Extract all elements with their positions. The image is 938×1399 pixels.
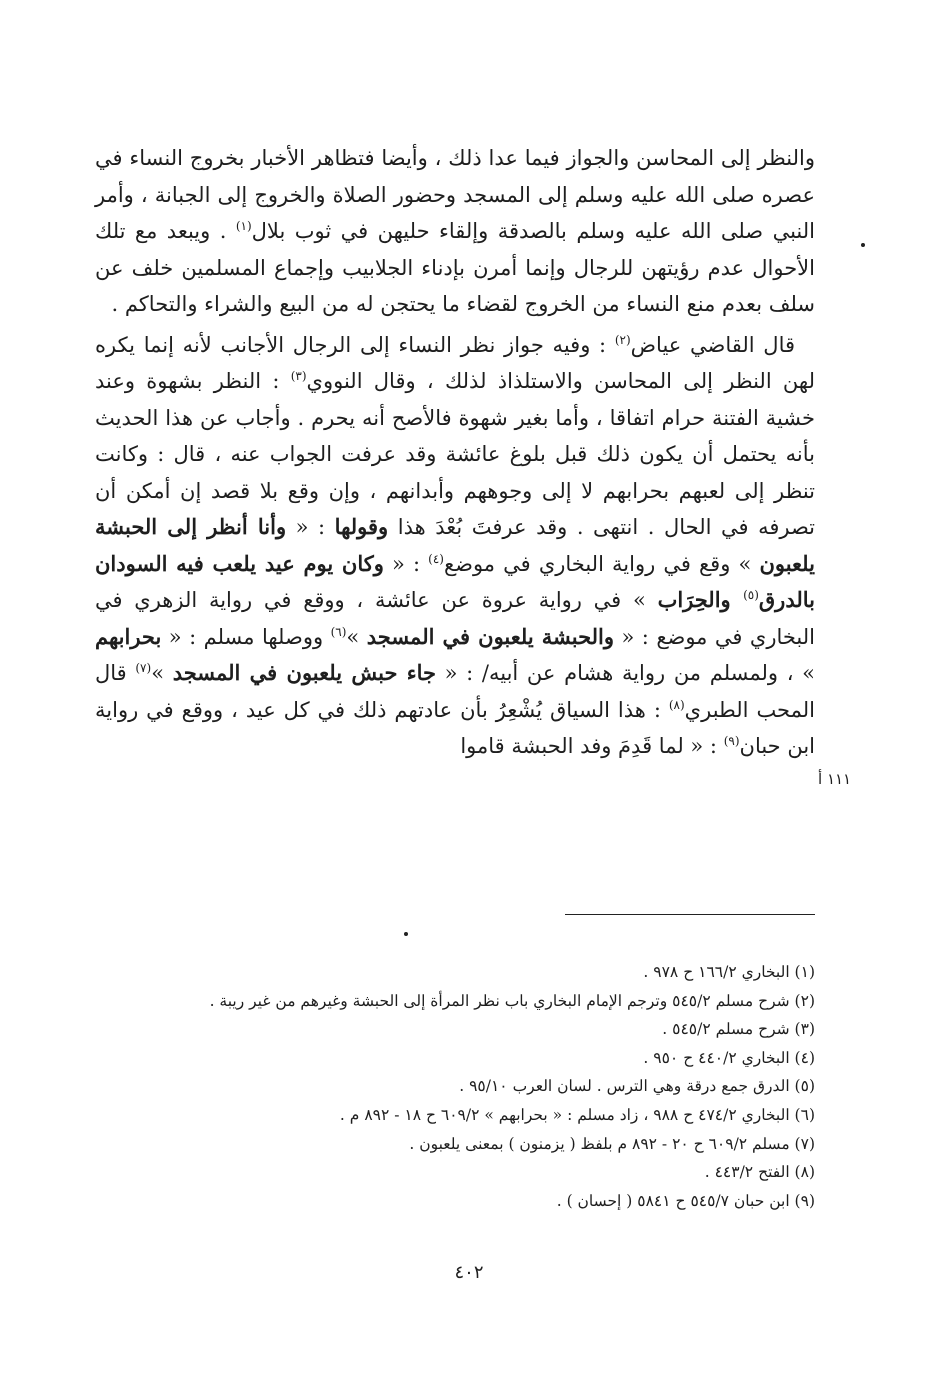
- footnote-ref-6[interactable]: (٦): [330, 624, 347, 639]
- text-run: » في رواية عروة عن عائشة ، ووقع في رواية الزهري في البخاري في موضع : «: [95, 588, 815, 649]
- text-run: »: [346, 624, 367, 649]
- paragraph-2: [95, 327, 815, 765]
- paragraph-1: [95, 140, 815, 323]
- footnote-6: (٦) البخاري ٤٧٤/٢ ح ٩٨٨ ، زاد مسلم : « بحرابهم » ٦٠٩/٢ ح ١٨ - ٨٩٢ م .: [339, 1105, 815, 1124]
- ink-speck: [861, 243, 865, 247]
- text-run: ووصلها مسلم : «: [161, 624, 331, 649]
- text-run: : «: [383, 551, 429, 576]
- main-text: [95, 140, 815, 765]
- bold-quote: والحِرَاب: [657, 587, 744, 612]
- footnote-separator: [565, 914, 815, 915]
- text-run: قال القاضي عياض: [630, 332, 796, 357]
- footnotes-list: [150, 958, 815, 1215]
- bold-quote: وكان يوم عيد يلعب فيه السودان بالدرق: [95, 550, 815, 612]
- footnote-ref-4[interactable]: (٤): [428, 551, 444, 566]
- footnote-ref-8[interactable]: (٨): [668, 697, 685, 712]
- text-run: »: [151, 661, 173, 685]
- footnote-8: (٨) الفتح ٤٤٣/٢ .: [704, 1163, 815, 1182]
- bold-quote: جاء حبش يلعبون في المسجد: [172, 660, 436, 685]
- footnote-ref-5[interactable]: (٥): [743, 588, 759, 602]
- text-run: » ، ولمسلم من رواية هشام عن أبيه/ : «: [436, 661, 815, 685]
- bold-quote: بحرابهم: [95, 623, 162, 649]
- bold-quote: وقولها: [334, 514, 389, 539]
- text-run: : هذا السياق يُشْعِرُ بأن عادتهم ذلك في كل عيد ، ووقع في رواية ابن حبان: [95, 697, 815, 758]
- ink-speck: [404, 932, 408, 936]
- text-run: : وفيه جواز نظر النساء إلى الرجال الأجانب لأنه إنما يكره لهن النظر إلى المحاسن والاستلذاذ لذلك ، وقال النووي: [95, 332, 815, 393]
- footnote-1: (١) البخاري ١٦٦/٢ ح ٩٧٨ .: [643, 963, 815, 981]
- text-run: والنظر إلى المحاسن والجواز فيما عدا ذلك ، وأيضا فتظاهر الأخبار بخروج النساء في عصره صلى الله عليه وسلم إلى المسجد وحضور الصلاة والخروج إلى الجبانة ، وأمر النبي صلى الله عليه وسلم بالصدقة وإلقاء حليهن في ثوب بلال: [95, 146, 815, 243]
- page-number: ٤٠٢: [454, 1262, 484, 1283]
- footnote-2: (٢) شرح مسلم ٥٤٥/٢ وترجم الإمام البخاري باب نظر المرأة إلى الحبشة وغيرهم من غير ريبة .: [209, 991, 815, 1010]
- text-run: : « لما قَدِمَ وفد الحبشة قاموا: [460, 734, 724, 758]
- footnote-7: (٧) مسلم ٦٠٩/٢ ح ٢٠ - ٨٩٢ م بلفظ ( يزمنون ) بمعنى يلعبون .: [409, 1134, 815, 1153]
- footnote-ref-7[interactable]: (٧): [135, 661, 152, 675]
- footnote-9: (٩) ابن حبان ٥٤٥/٧ ح ٥٨٤١ ( إحسان ) .: [556, 1191, 815, 1210]
- text-run: : النظر بشهوة وعند خشية الفتنة حرام اتفاقا ، وأما بغير شهوة فالأصح أنه يحرم . وأجاب عن هذا الحديث بأنه يحتمل أن يكون ذلك قبل بلوغ عائشة وقد عرفت الجواب عنه ، قال : وكانت تنظر إلى لعبهم بحرابهم لا إلى وجوههم وأبدانهم ، وإن وقع بلا قصد إن أمكن أن تصرفه في الحال . انتهى . وقد عرفتَ بُعْدَ هذا: [95, 369, 816, 539]
- text-run: . ويبعد مع تلك الأحوال عدم رؤيتهن للرجال وإنما أمرن بإدناء الجلابيب وإجماع المسلمين خلف عن سلف بعدم منع النساء من الخروج لقضاء ما يحتجن له من البيع والشراء والتحاكم .: [95, 219, 815, 316]
- footnote-ref-3[interactable]: (٣): [290, 369, 307, 383]
- footnote-ref-1[interactable]: (١): [235, 219, 252, 233]
- footnote-ref-2[interactable]: (٢): [614, 332, 631, 347]
- footnote-3: (٣) شرح مسلم ٥٤٥/٢ .: [662, 1020, 815, 1039]
- text-run: : «: [286, 515, 335, 539]
- bold-quote: والحبشة يلعبون في المسجد: [366, 623, 615, 649]
- footnote-ref-9[interactable]: (٩): [723, 734, 740, 748]
- manuscript-folio-marker: ١١١ أ: [818, 770, 852, 788]
- text-run: قال المحب الطبري: [95, 661, 815, 722]
- text-run: » وقع في رواية البخاري في موضع: [443, 551, 760, 576]
- bold-quote: وأنا أنظر إلى الحبشة يلعبون: [95, 514, 815, 576]
- footnote-5: (٥) الدرق جمع درقة وهي الترس . لسان العرب ٩٥/١٠ .: [459, 1077, 815, 1096]
- footnote-4: (٤) البخاري ٤٤٠/٢ ح ٩٥٠ .: [643, 1048, 815, 1067]
